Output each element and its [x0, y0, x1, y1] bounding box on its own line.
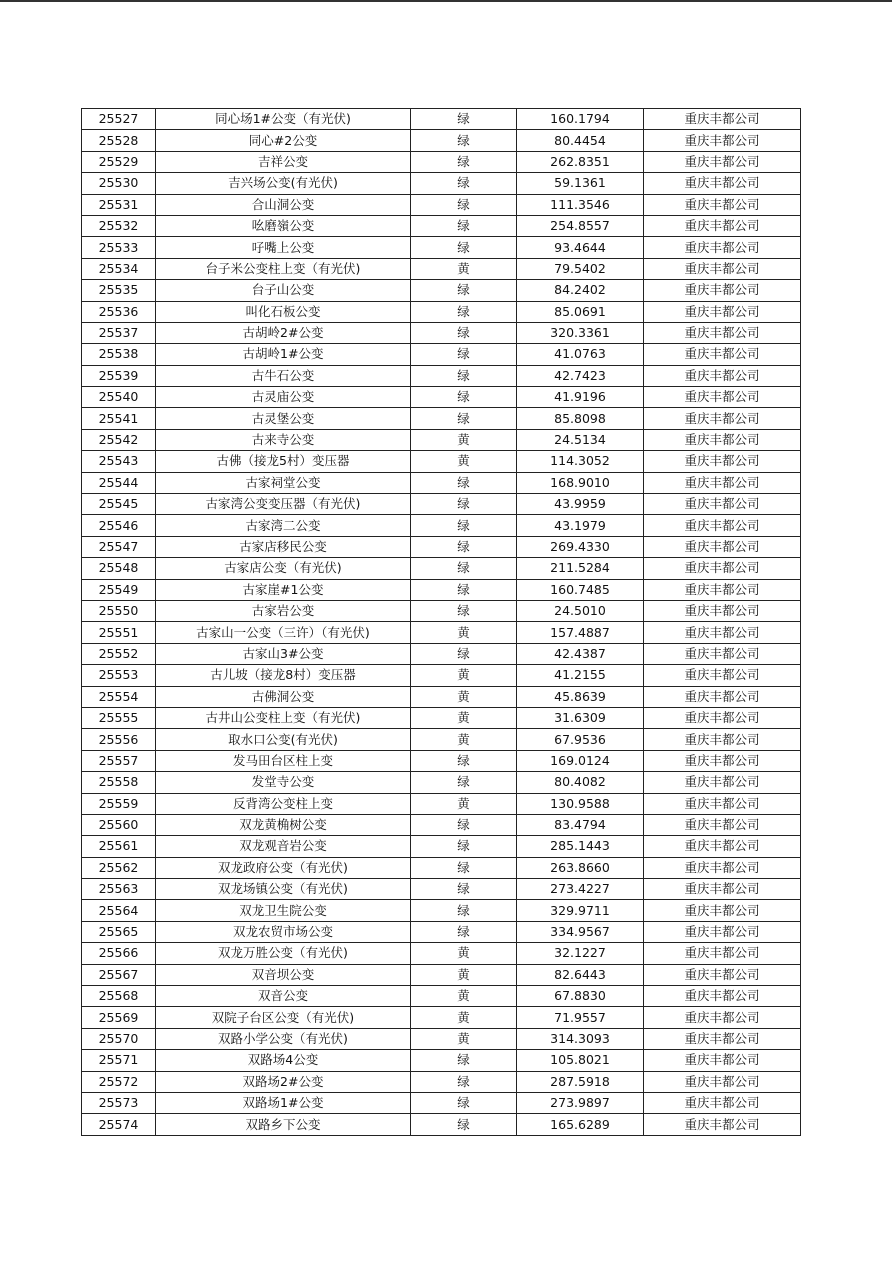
- cell-value: 211.5284: [517, 558, 644, 579]
- cell-company: 重庆丰都公司: [644, 579, 801, 600]
- cell-id: 25546: [82, 515, 156, 536]
- cell-status: 绿: [411, 750, 517, 771]
- cell-value: 84.2402: [517, 280, 644, 301]
- cell-id: 25533: [82, 237, 156, 258]
- cell-name: 古灵堡公变: [156, 408, 411, 429]
- cell-company: 重庆丰都公司: [644, 1050, 801, 1071]
- cell-id: 25566: [82, 943, 156, 964]
- table-row: [82, 964, 801, 985]
- table-row: [82, 322, 801, 343]
- cell-name: 古胡岭2#公变: [156, 322, 411, 343]
- cell-name: 同心场1#公变（有光伏): [156, 109, 411, 130]
- table-row: [82, 814, 801, 835]
- cell-name: 吇嘴上公变: [156, 237, 411, 258]
- table-row: [82, 665, 801, 686]
- cell-status: 绿: [411, 643, 517, 664]
- cell-status: 黄: [411, 451, 517, 472]
- cell-id: 25563: [82, 879, 156, 900]
- cell-id: 25556: [82, 729, 156, 750]
- cell-id: 25557: [82, 750, 156, 771]
- cell-name: 双龙场镇公变（有光伏): [156, 879, 411, 900]
- cell-id: 25552: [82, 643, 156, 664]
- cell-name: 台子米公变柱上变（有光伏): [156, 258, 411, 279]
- cell-value: 43.1979: [517, 515, 644, 536]
- cell-status: 绿: [411, 280, 517, 301]
- cell-company: 重庆丰都公司: [644, 151, 801, 172]
- cell-status: 黄: [411, 258, 517, 279]
- cell-company: 重庆丰都公司: [644, 237, 801, 258]
- cell-id: 25536: [82, 301, 156, 322]
- cell-id: 25550: [82, 600, 156, 621]
- cell-status: 绿: [411, 194, 517, 215]
- cell-status: 黄: [411, 707, 517, 728]
- cell-name: 古家湾二公变: [156, 515, 411, 536]
- table-row: [82, 494, 801, 515]
- table-row: [82, 622, 801, 643]
- cell-company: 重庆丰都公司: [644, 451, 801, 472]
- cell-id: 25570: [82, 1028, 156, 1049]
- cell-name: 古来寺公变: [156, 429, 411, 450]
- cell-status: 绿: [411, 921, 517, 942]
- cell-company: 重庆丰都公司: [644, 515, 801, 536]
- cell-status: 绿: [411, 344, 517, 365]
- cell-id: 25571: [82, 1050, 156, 1071]
- cell-status: 黄: [411, 1028, 517, 1049]
- cell-value: 111.3546: [517, 194, 644, 215]
- table-row: [82, 836, 801, 857]
- cell-status: 黄: [411, 622, 517, 643]
- cell-id: 25531: [82, 194, 156, 215]
- cell-name: 古儿坡（接龙8村）变压器: [156, 665, 411, 686]
- cell-company: 重庆丰都公司: [644, 130, 801, 151]
- cell-value: 105.8021: [517, 1050, 644, 1071]
- cell-company: 重庆丰都公司: [644, 707, 801, 728]
- cell-status: 黄: [411, 429, 517, 450]
- cell-status: 绿: [411, 1092, 517, 1113]
- cell-value: 165.6289: [517, 1114, 644, 1135]
- cell-value: 320.3361: [517, 322, 644, 343]
- cell-name: 同心#2公变: [156, 130, 411, 151]
- table-row: [82, 857, 801, 878]
- cell-company: 重庆丰都公司: [644, 686, 801, 707]
- table-row: [82, 1071, 801, 1092]
- cell-id: 25553: [82, 665, 156, 686]
- cell-id: 25558: [82, 772, 156, 793]
- cell-company: 重庆丰都公司: [644, 215, 801, 236]
- table-row: [82, 237, 801, 258]
- cell-company: 重庆丰都公司: [644, 986, 801, 1007]
- cell-name: 取水口公变(有光伏): [156, 729, 411, 750]
- cell-company: 重庆丰都公司: [644, 600, 801, 621]
- table-row: [82, 151, 801, 172]
- cell-company: 重庆丰都公司: [644, 857, 801, 878]
- cell-value: 168.9010: [517, 472, 644, 493]
- cell-status: 绿: [411, 772, 517, 793]
- cell-value: 287.5918: [517, 1071, 644, 1092]
- cell-status: 绿: [411, 600, 517, 621]
- cell-value: 31.6309: [517, 707, 644, 728]
- cell-company: 重庆丰都公司: [644, 793, 801, 814]
- cell-value: 42.4387: [517, 643, 644, 664]
- cell-id: 25561: [82, 836, 156, 857]
- cell-name: 双音公变: [156, 986, 411, 1007]
- cell-value: 93.4644: [517, 237, 644, 258]
- cell-value: 41.9196: [517, 387, 644, 408]
- page-top-rule: [0, 0, 892, 2]
- cell-name: 古家山3#公变: [156, 643, 411, 664]
- cell-company: 重庆丰都公司: [644, 494, 801, 515]
- cell-id: 25530: [82, 173, 156, 194]
- cell-company: 重庆丰都公司: [644, 879, 801, 900]
- cell-id: 25565: [82, 921, 156, 942]
- cell-company: 重庆丰都公司: [644, 258, 801, 279]
- cell-status: 绿: [411, 109, 517, 130]
- cell-status: 绿: [411, 857, 517, 878]
- cell-company: 重庆丰都公司: [644, 365, 801, 386]
- table-row: [82, 408, 801, 429]
- cell-company: 重庆丰都公司: [644, 750, 801, 771]
- cell-name: 古家店移民公变: [156, 536, 411, 557]
- cell-id: 25544: [82, 472, 156, 493]
- cell-name: 古灵庙公变: [156, 387, 411, 408]
- cell-status: 绿: [411, 215, 517, 236]
- cell-id: 25527: [82, 109, 156, 130]
- cell-status: 绿: [411, 900, 517, 921]
- cell-company: 重庆丰都公司: [644, 729, 801, 750]
- cell-company: 重庆丰都公司: [644, 344, 801, 365]
- cell-company: 重庆丰都公司: [644, 387, 801, 408]
- cell-company: 重庆丰都公司: [644, 429, 801, 450]
- cell-value: 59.1361: [517, 173, 644, 194]
- cell-name: 吆磨嶺公变: [156, 215, 411, 236]
- cell-name: 双龙观音岩公变: [156, 836, 411, 857]
- cell-status: 绿: [411, 536, 517, 557]
- cell-value: 80.4082: [517, 772, 644, 793]
- cell-name: 双路场2#公变: [156, 1071, 411, 1092]
- table-row: [82, 451, 801, 472]
- cell-name: 合山洞公变: [156, 194, 411, 215]
- cell-id: 25559: [82, 793, 156, 814]
- table-row: [82, 515, 801, 536]
- table-row: [82, 686, 801, 707]
- cell-id: 25528: [82, 130, 156, 151]
- cell-name: 双龙政府公变（有光伏): [156, 857, 411, 878]
- cell-value: 130.9588: [517, 793, 644, 814]
- cell-name: 吉祥公变: [156, 151, 411, 172]
- cell-id: 25540: [82, 387, 156, 408]
- cell-value: 83.4794: [517, 814, 644, 835]
- cell-status: 黄: [411, 665, 517, 686]
- cell-name: 古佛（接龙5村）变压器: [156, 451, 411, 472]
- table-row: [82, 1007, 801, 1028]
- table-row: [82, 365, 801, 386]
- cell-id: 25554: [82, 686, 156, 707]
- cell-value: 254.8557: [517, 215, 644, 236]
- table-row: [82, 215, 801, 236]
- cell-name: 双路乡下公变: [156, 1114, 411, 1135]
- cell-value: 160.1794: [517, 109, 644, 130]
- cell-name: 古家山一公变（三许）（有光伏): [156, 622, 411, 643]
- cell-value: 41.0763: [517, 344, 644, 365]
- cell-id: 25532: [82, 215, 156, 236]
- table-row: [82, 1092, 801, 1113]
- cell-status: 绿: [411, 515, 517, 536]
- table-row: [82, 986, 801, 1007]
- cell-id: 25562: [82, 857, 156, 878]
- cell-company: 重庆丰都公司: [644, 900, 801, 921]
- cell-name: 双龙卫生院公变: [156, 900, 411, 921]
- cell-value: 42.7423: [517, 365, 644, 386]
- cell-name: 吉兴场公变(有光伏): [156, 173, 411, 194]
- cell-value: 269.4330: [517, 536, 644, 557]
- cell-value: 43.9959: [517, 494, 644, 515]
- cell-status: 绿: [411, 130, 517, 151]
- cell-value: 67.8830: [517, 986, 644, 1007]
- cell-id: 25549: [82, 579, 156, 600]
- table-row: [82, 429, 801, 450]
- cell-name: 反背湾公变柱上变: [156, 793, 411, 814]
- cell-status: 黄: [411, 964, 517, 985]
- cell-status: 绿: [411, 237, 517, 258]
- cell-status: 绿: [411, 1071, 517, 1092]
- table-row: [82, 173, 801, 194]
- table-row: [82, 707, 801, 728]
- table-row: [82, 194, 801, 215]
- cell-status: 绿: [411, 558, 517, 579]
- cell-id: 25551: [82, 622, 156, 643]
- cell-value: 273.9897: [517, 1092, 644, 1113]
- cell-status: 绿: [411, 173, 517, 194]
- table-row: [82, 280, 801, 301]
- table-row: [82, 1050, 801, 1071]
- cell-id: 25572: [82, 1071, 156, 1092]
- cell-company: 重庆丰都公司: [644, 301, 801, 322]
- table-row: [82, 130, 801, 151]
- cell-id: 25547: [82, 536, 156, 557]
- table-row: [82, 258, 801, 279]
- cell-status: 绿: [411, 151, 517, 172]
- cell-value: 329.9711: [517, 900, 644, 921]
- table-row: [82, 750, 801, 771]
- cell-value: 157.4887: [517, 622, 644, 643]
- cell-company: 重庆丰都公司: [644, 1007, 801, 1028]
- cell-status: 绿: [411, 879, 517, 900]
- table-row: [82, 729, 801, 750]
- cell-status: 黄: [411, 1007, 517, 1028]
- cell-status: 黄: [411, 986, 517, 1007]
- cell-value: 263.8660: [517, 857, 644, 878]
- cell-status: 绿: [411, 494, 517, 515]
- cell-name: 古家崖#1公变: [156, 579, 411, 600]
- cell-company: 重庆丰都公司: [644, 1028, 801, 1049]
- cell-status: 绿: [411, 814, 517, 835]
- cell-value: 273.4227: [517, 879, 644, 900]
- cell-company: 重庆丰都公司: [644, 622, 801, 643]
- cell-value: 67.9536: [517, 729, 644, 750]
- cell-status: 绿: [411, 301, 517, 322]
- cell-value: 169.0124: [517, 750, 644, 771]
- cell-status: 绿: [411, 1050, 517, 1071]
- cell-name: 双路小学公变（有光伏): [156, 1028, 411, 1049]
- cell-value: 80.4454: [517, 130, 644, 151]
- cell-name: 台子山公变: [156, 280, 411, 301]
- cell-name: 双龙农贸市场公变: [156, 921, 411, 942]
- cell-id: 25545: [82, 494, 156, 515]
- cell-name: 双路场1#公变: [156, 1092, 411, 1113]
- cell-status: 绿: [411, 322, 517, 343]
- cell-name: 古佛洞公变: [156, 686, 411, 707]
- table-row: [82, 387, 801, 408]
- cell-id: 25560: [82, 814, 156, 835]
- table-row: [82, 921, 801, 942]
- table-row: [82, 900, 801, 921]
- cell-name: 双院子台区公变（有光伏): [156, 1007, 411, 1028]
- cell-value: 334.9567: [517, 921, 644, 942]
- cell-status: 绿: [411, 1114, 517, 1135]
- cell-company: 重庆丰都公司: [644, 814, 801, 835]
- cell-company: 重庆丰都公司: [644, 1092, 801, 1113]
- table-row: [82, 301, 801, 322]
- cell-status: 绿: [411, 836, 517, 857]
- cell-id: 25569: [82, 1007, 156, 1028]
- cell-name: 发马田台区柱上变: [156, 750, 411, 771]
- cell-company: 重庆丰都公司: [644, 280, 801, 301]
- cell-id: 25529: [82, 151, 156, 172]
- table-row: [82, 536, 801, 557]
- cell-id: 25535: [82, 280, 156, 301]
- cell-value: 114.3052: [517, 451, 644, 472]
- cell-status: 黄: [411, 943, 517, 964]
- cell-company: 重庆丰都公司: [644, 665, 801, 686]
- cell-company: 重庆丰都公司: [644, 964, 801, 985]
- cell-id: 25542: [82, 429, 156, 450]
- cell-id: 25537: [82, 322, 156, 343]
- cell-id: 25548: [82, 558, 156, 579]
- cell-value: 45.8639: [517, 686, 644, 707]
- table-row: [82, 879, 801, 900]
- cell-company: 重庆丰都公司: [644, 536, 801, 557]
- cell-value: 160.7485: [517, 579, 644, 600]
- cell-company: 重庆丰都公司: [644, 1071, 801, 1092]
- cell-value: 71.9557: [517, 1007, 644, 1028]
- cell-id: 25543: [82, 451, 156, 472]
- cell-company: 重庆丰都公司: [644, 1114, 801, 1135]
- cell-value: 32.1227: [517, 943, 644, 964]
- cell-id: 25564: [82, 900, 156, 921]
- cell-name: 古家祠堂公变: [156, 472, 411, 493]
- cell-name: 叫化石板公变: [156, 301, 411, 322]
- cell-status: 绿: [411, 472, 517, 493]
- cell-name: 古家岩公变: [156, 600, 411, 621]
- cell-company: 重庆丰都公司: [644, 921, 801, 942]
- cell-name: 古家湾公变变压器（有光伏): [156, 494, 411, 515]
- cell-status: 绿: [411, 408, 517, 429]
- cell-status: 黄: [411, 793, 517, 814]
- cell-name: 双音坝公变: [156, 964, 411, 985]
- cell-company: 重庆丰都公司: [644, 408, 801, 429]
- cell-id: 25567: [82, 964, 156, 985]
- table-row: [82, 558, 801, 579]
- cell-name: 双龙黄桷树公变: [156, 814, 411, 835]
- cell-status: 绿: [411, 387, 517, 408]
- cell-value: 314.3093: [517, 1028, 644, 1049]
- cell-value: 24.5134: [517, 429, 644, 450]
- table-row: [82, 1028, 801, 1049]
- table-row: [82, 109, 801, 130]
- cell-name: 双路场4公变: [156, 1050, 411, 1071]
- cell-id: 25541: [82, 408, 156, 429]
- cell-company: 重庆丰都公司: [644, 322, 801, 343]
- cell-value: 85.8098: [517, 408, 644, 429]
- cell-company: 重庆丰都公司: [644, 836, 801, 857]
- cell-id: 25534: [82, 258, 156, 279]
- cell-id: 25539: [82, 365, 156, 386]
- cell-id: 25555: [82, 707, 156, 728]
- cell-name: 发堂寺公变: [156, 772, 411, 793]
- cell-id: 25574: [82, 1114, 156, 1135]
- cell-status: 黄: [411, 686, 517, 707]
- cell-name: 古家店公变（有光伏): [156, 558, 411, 579]
- cell-name: 古井山公变柱上变（有光伏): [156, 707, 411, 728]
- cell-status: 黄: [411, 729, 517, 750]
- cell-id: 25573: [82, 1092, 156, 1113]
- cell-company: 重庆丰都公司: [644, 194, 801, 215]
- table-row: [82, 344, 801, 365]
- table-row: [82, 793, 801, 814]
- cell-company: 重庆丰都公司: [644, 943, 801, 964]
- cell-value: 79.5402: [517, 258, 644, 279]
- table-row: [82, 943, 801, 964]
- cell-name: 古胡岭1#公变: [156, 344, 411, 365]
- cell-value: 41.2155: [517, 665, 644, 686]
- cell-company: 重庆丰都公司: [644, 173, 801, 194]
- table-row: [82, 579, 801, 600]
- cell-value: 82.6443: [517, 964, 644, 985]
- table-row: [82, 472, 801, 493]
- table-row: [82, 1114, 801, 1135]
- cell-value: 24.5010: [517, 600, 644, 621]
- cell-company: 重庆丰都公司: [644, 472, 801, 493]
- cell-company: 重庆丰都公司: [644, 643, 801, 664]
- cell-value: 262.8351: [517, 151, 644, 172]
- table-row: [82, 772, 801, 793]
- cell-value: 285.1443: [517, 836, 644, 857]
- cell-value: 85.0691: [517, 301, 644, 322]
- cell-status: 绿: [411, 579, 517, 600]
- table-body: [82, 109, 801, 1136]
- cell-id: 25568: [82, 986, 156, 1007]
- cell-name: 双龙万胜公变（有光伏): [156, 943, 411, 964]
- cell-status: 绿: [411, 365, 517, 386]
- cell-name: 古牛石公变: [156, 365, 411, 386]
- cell-company: 重庆丰都公司: [644, 109, 801, 130]
- table-row: [82, 600, 801, 621]
- cell-id: 25538: [82, 344, 156, 365]
- table-row: [82, 643, 801, 664]
- substation-table: [81, 108, 801, 1136]
- cell-company: 重庆丰都公司: [644, 558, 801, 579]
- cell-company: 重庆丰都公司: [644, 772, 801, 793]
